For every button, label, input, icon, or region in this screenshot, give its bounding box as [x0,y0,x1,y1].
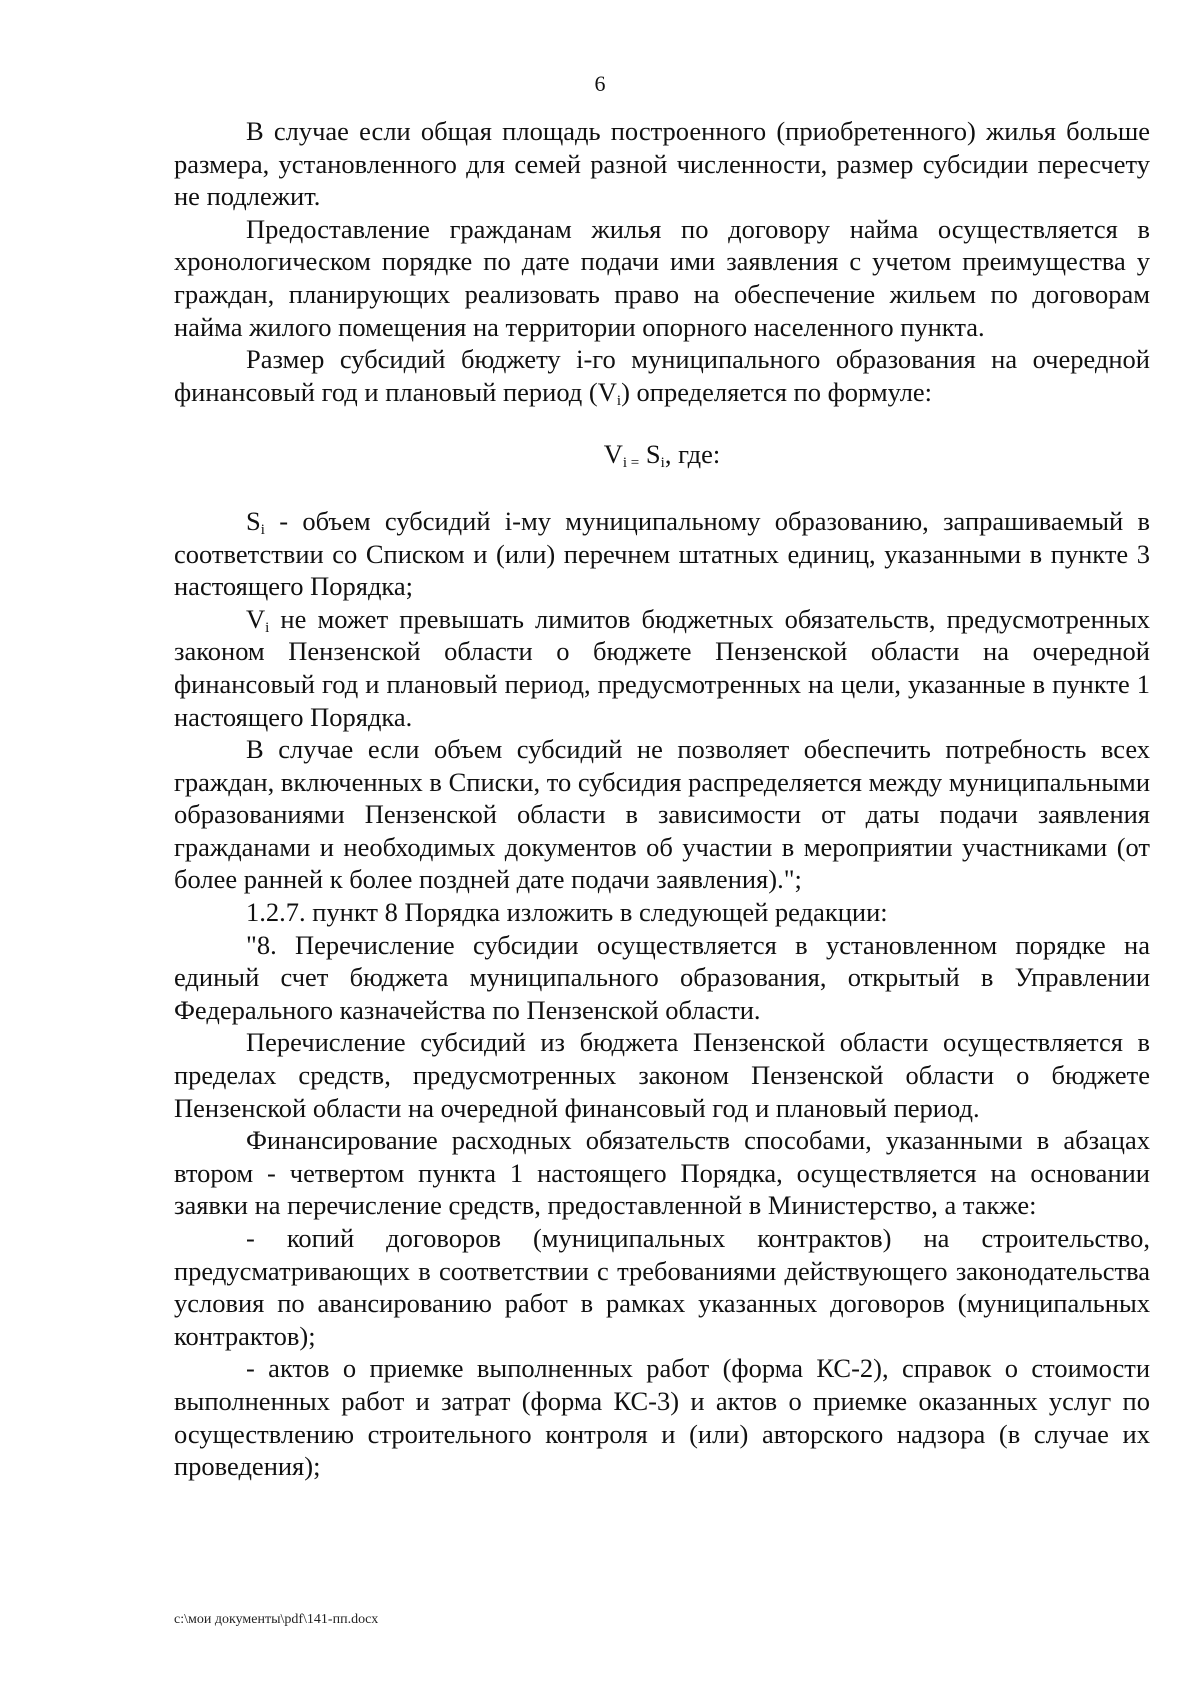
page-number: 6 [594,71,606,96]
paragraph-distribution: В случае если объем субсидий не позволяет обеспечить потребность всех граждан, включенных в Списки, то субсидия распределяется между муниципальными образованиями Пензенской области в зависимости от даты подачи заявления гражданами и необходимых документов об участии в мероприятии участниками (от более ранней к более поздней дате подачи заявления)."; [174,734,1150,895]
paragraph-clause-1-2-7: 1.2.7. пункт 8 Порядка изложить в следующей редакции: [246,897,888,928]
paragraph-financing: Финансирование расходных обязательств способами, указанными в абзацах втором - четвертом пункта 1 настоящего Порядка, осуществляется на основании заявки на перечисление средств, предоставленной в Министерство, а также: [174,1125,1150,1221]
paragraph-lease-order: Предоставление гражданам жилья по договору найма осуществляется в хронологическом порядке по дате подачи ими заявления с учетом преимущества у граждан, планирующих реализовать право на обеспечение жильем по договорам найма жилого помещения на территории опорного населенного пункта. [174,213,1150,342]
formula-tail: , где: [664,439,721,470]
paragraph-clause-8: "8. Перечисление субсидии осуществляется в установленном порядке на единый счет бюджета муниципального образования, открытый в Управлении Федерального казначейства по Пензенской области. [174,929,1150,1025]
paragraph-transfer-limits: Перечисление субсидий из бюджета Пензенской области осуществляется в пределах средств, предусмотренных законом Пензенской области о бюджете Пензенской области на очередной финансовый год и плановый период. [174,1027,1150,1123]
definition-symbol: V [246,603,266,634]
subsidy-size-text: Размер субсидий бюджету i-го муниципального образования на очередной финансовый год и плановый период (V [174,344,1150,407]
definition-text: - объем субсидий i-му муниципальному образованию, запрашиваемый в соответствии со Списком и (или) перечнем штатных единиц, указанными в пункте 3 настоящего Порядка; [174,505,1150,602]
definition-subscript: i [260,521,265,538]
definition-si [174,505,1150,603]
list-item-acts: - актов о приемке выполненных работ (форма КС-2), справок о стоимости выполненных работ и затрат (форма КС-3) и актов о приемке оказанных услуг по осуществлению строительного контроля и (или) авторского надзора (в случае их проведения); [174,1353,1150,1482]
list-item-contracts: - копий договоров (муниципальных контрактов) на строительство, предусматривающих в соответствии с требованиями действующего законодательства условия по авансированию работ в рамках указанных договоров (муниципальных контрактов); [174,1223,1150,1351]
definition-subscript: i [265,619,270,636]
formula [174,438,1150,471]
formula-lhs: V [603,439,623,470]
definition-vi [174,603,1150,733]
footer-file-path: c:\мои документы\pdf\141-пп.docx [174,1612,379,1627]
formula-rhs: S [639,439,661,470]
subsidy-size-text-end: ) определяется по формуле: [621,376,933,407]
paragraph-area-not-recalculated: В случае если общая площадь построенного (приобретенного) жилья больше размера, установленного для семей разной численности, размер субсидии пересчету не подлежит. [174,116,1150,212]
paragraph-subsidy-size [174,343,1150,408]
definition-symbol: S [246,505,261,536]
subscript: i [616,392,622,409]
document-body [174,115,1150,1483]
formula-rhs-subscript: i [660,455,665,472]
formula-lhs-subscript: i = [622,455,640,472]
definition-text: не может превышать лимитов бюджетных обязательств, предусмотренных законом Пензенской области о бюджете Пензенской области на очередной финансовый год и плановый период, предусмотренных на цели, указанные в пункте 1 настоящего Порядка. [174,603,1150,732]
